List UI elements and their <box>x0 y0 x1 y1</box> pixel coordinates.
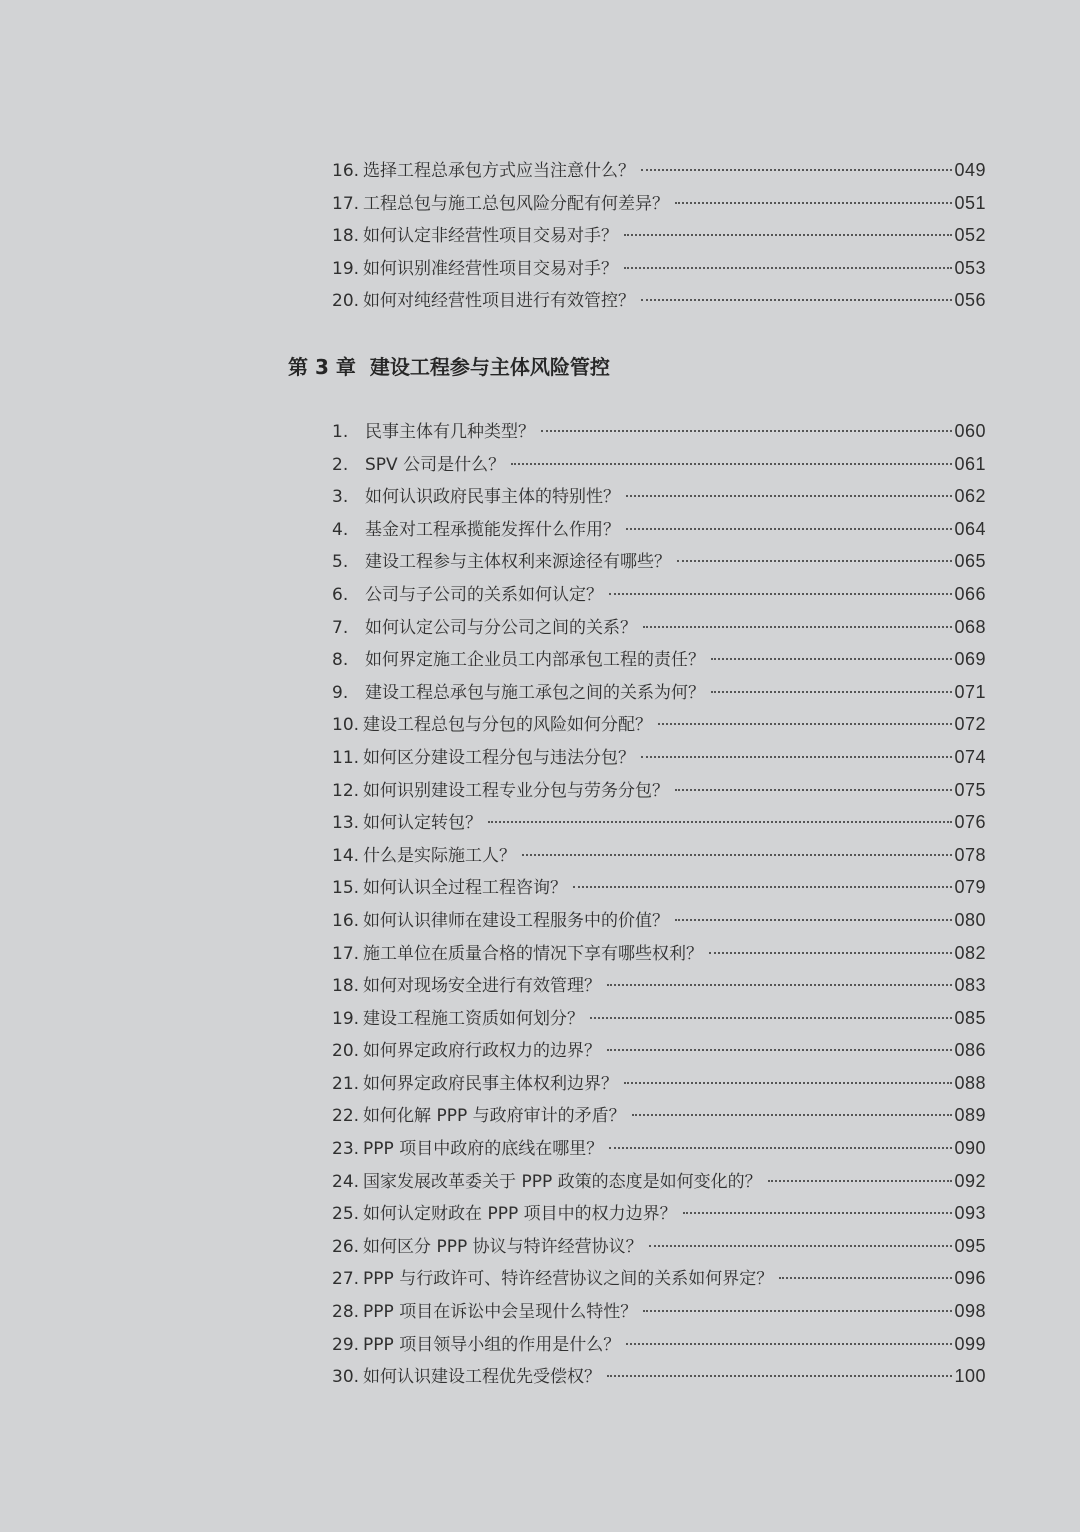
dot-leader <box>609 593 952 595</box>
dot-leader <box>573 886 952 888</box>
entry-number: 17. <box>332 193 360 214</box>
dot-leader <box>624 267 952 269</box>
entry-page-number: 080 <box>954 909 986 930</box>
entry-number: 15. <box>332 878 360 899</box>
entry-title: 如何区分 PPP 协议与特许经营协议？ <box>363 1236 643 1257</box>
entry-page-number: 052 <box>954 225 986 246</box>
chapter-title: 建设工程参与主体风险管控 <box>369 355 610 379</box>
dot-leader <box>609 1147 952 1149</box>
entry-number: 20. <box>332 1041 360 1062</box>
entry-title: 如何认识建设工程优先受偿权？ <box>363 1367 602 1388</box>
dot-leader <box>541 430 952 432</box>
entry-title: 如何认识律师在建设工程服务中的价值？ <box>363 910 670 931</box>
entry-page-number: 075 <box>954 779 986 800</box>
entry-title: 工程总包与施工总包风险分配有何差异？ <box>363 193 670 214</box>
entry-title: PPP 项目在诉讼中会呈现什么特性？ <box>363 1302 638 1323</box>
entry-page-number: 086 <box>954 1040 986 1061</box>
entry-title: 选择工程总承包方式应当注意什么？ <box>363 161 636 181</box>
entry-page-number: 089 <box>954 1105 986 1126</box>
dot-leader <box>683 1212 953 1214</box>
entry-number: 16. <box>332 161 360 181</box>
entry-page-number: 065 <box>954 551 986 572</box>
toc-entry <box>332 1132 986 1165</box>
toc-entry <box>332 1099 986 1132</box>
toc-entry <box>332 252 986 285</box>
entry-page-number: 088 <box>954 1072 986 1093</box>
entry-title: 建设工程总包与分包的风险如何分配？ <box>363 715 653 736</box>
dot-leader <box>626 1343 952 1345</box>
dot-leader <box>590 1017 952 1019</box>
entry-page-number: 072 <box>954 714 986 735</box>
dot-leader <box>649 1245 953 1247</box>
dot-leader <box>779 1277 952 1279</box>
entry-number: 8. <box>332 650 349 671</box>
entry-title: PPP 项目中政府的底线在哪里？ <box>363 1139 604 1160</box>
dot-leader <box>632 1114 953 1116</box>
entry-number: 20. <box>332 291 360 312</box>
entry-title: 民事主体有几种类型？ <box>365 422 535 442</box>
entry-title: 国家发展改革委关于 PPP 政策的态度是如何变化的？ <box>363 1171 762 1192</box>
entry-page-number: 090 <box>954 1138 986 1159</box>
entry-page-number: 099 <box>954 1333 986 1354</box>
entry-page-number: 060 <box>954 421 986 441</box>
entry-page-number: 076 <box>954 812 986 833</box>
dot-leader <box>626 528 952 530</box>
entry-number: 24. <box>332 1171 360 1192</box>
toc-entry <box>332 1002 986 1035</box>
entry-page-number: 095 <box>954 1235 986 1256</box>
toc-entry <box>332 969 986 1002</box>
entry-title: 如何对现场安全进行有效管理？ <box>363 976 602 997</box>
dot-leader <box>641 299 952 301</box>
entry-number: 28. <box>332 1302 360 1323</box>
entry-page-number: 062 <box>954 486 986 507</box>
entry-page-number: 053 <box>954 257 986 278</box>
entry-number: 26. <box>332 1236 360 1257</box>
toc-entry <box>332 1165 986 1198</box>
entry-title: 施工单位在质量合格的情况下享有哪些权利？ <box>363 943 704 964</box>
entry-page-number: 074 <box>954 746 986 767</box>
toc-entry <box>332 708 986 741</box>
entry-title: 建设工程参与主体权利来源途径有哪些？ <box>365 552 671 573</box>
entry-title: 什么是实际施工人？ <box>363 845 517 866</box>
entry-number: 3. <box>332 487 349 508</box>
chapter-heading <box>288 350 610 384</box>
entry-title: 如何界定政府行政权力的边界？ <box>363 1041 602 1062</box>
toc-entry <box>332 284 986 317</box>
entry-number: 18. <box>332 226 360 247</box>
entry-page-number: 068 <box>954 616 986 637</box>
toc-entry <box>332 741 986 774</box>
toc-entry <box>332 643 986 676</box>
entry-page-number: 098 <box>954 1301 986 1322</box>
toc-entry <box>332 415 986 448</box>
entry-title: 如何认定非经营性项目交易对手？ <box>363 226 619 247</box>
entry-page-number: 066 <box>954 583 986 604</box>
toc-entry <box>332 774 986 807</box>
dot-leader <box>711 691 952 693</box>
entry-title: 建设工程施工资质如何划分？ <box>363 1008 585 1029</box>
entry-title: 如何对纯经营性项目进行有效管控？ <box>363 291 636 312</box>
entry-title: 如何认定公司与分公司之间的关系？ <box>365 617 637 638</box>
entry-title: 公司与子公司的关系如何认定？ <box>365 584 603 605</box>
dot-leader <box>488 821 952 823</box>
entry-page-number: 078 <box>954 844 986 865</box>
entry-number: 27. <box>332 1269 360 1290</box>
toc-entry <box>332 1067 986 1100</box>
dot-leader <box>709 952 952 954</box>
dot-leader <box>643 1310 952 1312</box>
entry-title: 建设工程总承包与施工承包之间的关系为何？ <box>365 682 705 703</box>
entry-page-number: 082 <box>954 942 986 963</box>
dot-leader <box>677 560 952 562</box>
entry-number: 5. <box>332 552 349 573</box>
toc-entry <box>332 1360 986 1393</box>
entry-page-number: 069 <box>954 649 986 670</box>
entry-number: 25. <box>332 1204 360 1225</box>
entry-title: 如何界定施工企业员工内部承包工程的责任？ <box>365 650 705 671</box>
entry-number: 21. <box>332 1073 360 1094</box>
entry-page-number: 071 <box>954 681 986 702</box>
entry-title: 如何识别准经营性项目交易对手？ <box>363 258 619 279</box>
entry-number: 9. <box>332 682 349 703</box>
toc-entry <box>332 578 986 611</box>
toc-entry <box>332 871 986 904</box>
toc-entry <box>332 219 986 252</box>
entry-title: 如何识别建设工程专业分包与劳务分包？ <box>363 780 670 801</box>
entry-title: 基金对工程承揽能发挥什么作用？ <box>365 519 620 540</box>
entry-page-number: 049 <box>954 160 986 180</box>
dot-leader <box>768 1180 953 1182</box>
dot-leader <box>607 1375 952 1377</box>
toc-entry <box>332 448 986 481</box>
entry-number: 7. <box>332 617 349 638</box>
toc-entry <box>332 611 986 644</box>
toc-entry <box>332 937 986 970</box>
entry-title: 如何认识全过程工程咨询？ <box>363 878 568 899</box>
entry-number: 18. <box>332 976 360 997</box>
chapter-label: 第 3 章 <box>288 355 356 379</box>
entry-page-number: 056 <box>954 290 986 311</box>
entry-title: 如何化解 PPP 与政府审计的矛盾？ <box>363 1106 626 1127</box>
entry-number: 19. <box>332 258 360 279</box>
entry-number: 14. <box>332 845 360 866</box>
entry-page-number: 051 <box>954 192 986 213</box>
entry-page-number: 093 <box>954 1203 986 1224</box>
entry-page-number: 085 <box>954 1007 986 1028</box>
dot-leader <box>675 919 952 921</box>
entry-number: 2. <box>332 454 349 475</box>
entry-number: 11. <box>332 747 360 768</box>
chapter3-entries <box>332 415 986 1393</box>
toc-entry <box>332 806 986 839</box>
entry-title: 如何区分建设工程分包与违法分包？ <box>363 747 636 768</box>
entry-number: 4. <box>332 519 349 540</box>
dot-leader <box>624 1082 952 1084</box>
dot-leader <box>607 1049 952 1051</box>
toc-entry <box>332 1328 986 1361</box>
entry-number: 12. <box>332 780 360 801</box>
entry-page-number: 079 <box>954 877 986 898</box>
entry-page-number: 083 <box>954 975 986 996</box>
entry-title: PPP 项目领导小组的作用是什么？ <box>363 1334 621 1355</box>
entry-page-number: 100 <box>954 1366 986 1387</box>
dot-leader <box>641 169 952 171</box>
toc-entry <box>332 545 986 578</box>
toc-entry <box>332 1295 986 1328</box>
entry-page-number: 061 <box>954 453 986 474</box>
entry-title: 如何认识政府民事主体的特别性？ <box>365 487 620 508</box>
toc-entry <box>332 154 986 187</box>
dot-leader <box>624 234 952 236</box>
previous-chapter-entries <box>332 154 986 317</box>
entry-title: 如何认定财政在 PPP 项目中的权力边界？ <box>363 1204 677 1225</box>
dot-leader <box>511 463 952 465</box>
toc-entry <box>332 676 986 709</box>
toc-entry <box>332 1230 986 1263</box>
dot-leader <box>675 789 952 791</box>
entry-page-number: 096 <box>954 1268 986 1289</box>
entry-number: 10. <box>332 715 360 736</box>
toc-entry <box>332 839 986 872</box>
entry-title: 如何认定转包？ <box>363 813 483 834</box>
toc-entry <box>332 1197 986 1230</box>
toc-entry <box>332 480 986 513</box>
dot-leader <box>658 723 952 725</box>
entry-title: SPV 公司是什么？ <box>365 454 506 475</box>
entry-number: 29. <box>332 1334 360 1355</box>
entry-number: 23. <box>332 1139 360 1160</box>
entry-number: 16. <box>332 910 360 931</box>
entry-title: PPP 与行政许可、特许经营协议之间的关系如何界定？ <box>363 1269 774 1290</box>
toc-entry <box>332 1262 986 1295</box>
entry-number: 17. <box>332 943 360 964</box>
entry-number: 22. <box>332 1106 360 1127</box>
toc-entry <box>332 513 986 546</box>
entry-page-number: 064 <box>954 518 986 539</box>
entry-number: 19. <box>332 1008 360 1029</box>
entry-number: 30. <box>332 1367 360 1388</box>
entry-page-number: 092 <box>954 1170 986 1191</box>
dot-leader <box>522 854 952 856</box>
toc-entry <box>332 1034 986 1067</box>
dot-leader <box>675 202 952 204</box>
dot-leader <box>607 984 952 986</box>
toc-entry <box>332 187 986 220</box>
entry-title: 如何界定政府民事主体权利边界？ <box>363 1073 619 1094</box>
dot-leader <box>641 756 952 758</box>
dot-leader <box>626 495 952 497</box>
toc-entry <box>332 904 986 937</box>
dot-leader <box>711 658 952 660</box>
entry-number: 1. <box>332 422 349 442</box>
entry-number: 13. <box>332 813 360 834</box>
entry-number: 6. <box>332 584 349 605</box>
dot-leader <box>643 626 952 628</box>
